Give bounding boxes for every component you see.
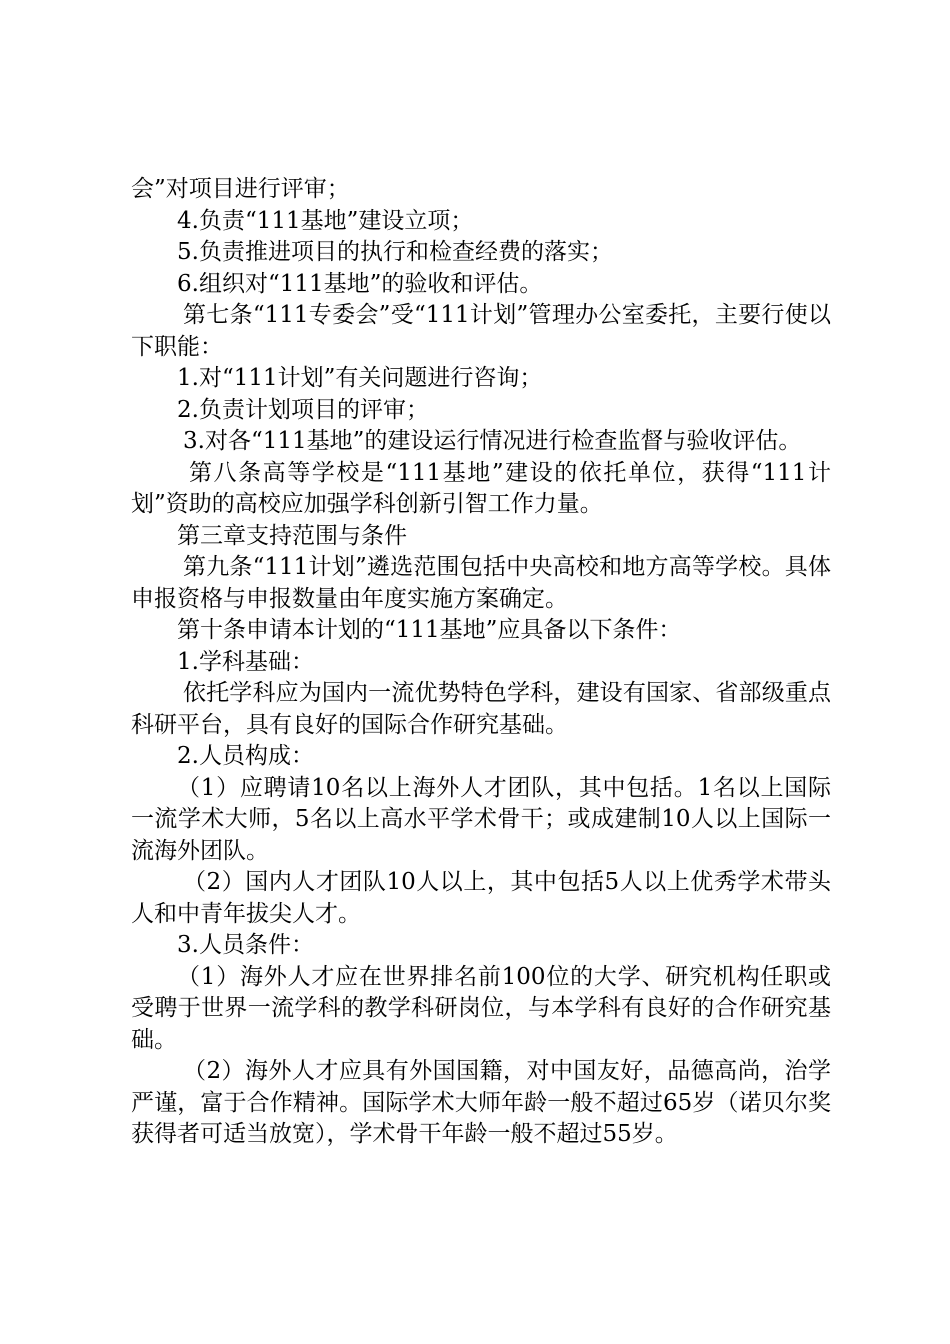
condition-1-body: 依托学科应为国内一流优势特色学科，建设有国家、省部级重点科研平台，具有良好的国际合作研究基础。 <box>131 680 831 738</box>
list-item-duty-6: 6.组织对“111基地”的验收和评估。 <box>177 270 543 297</box>
list-item-function-3: 3.对各“111基地”的建设运行情况进行检查监督与验收评估。 <box>183 428 802 454</box>
paragraph-continuation: 会”对项目进行评审； <box>131 176 350 202</box>
condition-3-heading: 3.人员条件： <box>177 932 314 958</box>
list-item-function-2: 2.负责计划项目的评审； <box>177 396 429 423</box>
document-body <box>131 174 831 1151</box>
article-7: 第七条“111专委会”受“111计划”管理办公室委托，主要行使以下职能： <box>131 302 831 360</box>
condition-1-heading: 1.学科基础： <box>177 648 314 675</box>
condition-2-item-2: （2）国内人才团队10人以上，其中包括5人以上优秀学术带头人和中青年拔尖人才。 <box>131 869 831 927</box>
list-item-duty-4: 4.负责“111基地”建设立项； <box>177 207 474 234</box>
article-10: 第十条申请本计划的“111基地”应具备以下条件： <box>177 617 682 643</box>
chapter-3-heading: 第三章支持范围与条件 <box>177 522 407 549</box>
article-8: 第八条高等学校是“111基地”建设的依托单位，获得“111计划”资助的高校应加强学科创新引智工作力量。 <box>131 459 831 517</box>
list-item-duty-5: 5.负责推进项目的执行和检查经费的落实； <box>177 239 613 265</box>
article-9: 第九条“111计划”遴选范围包括中央高校和地方高等学校。具体申报资格与申报数量由年度实施方案确定。 <box>131 554 831 612</box>
condition-3-item-1: （1）海外人才应在世界排名前100位的大学、研究机构任职或受聘于世界一流学科的教学科研岗位，与本学科有良好的合作研究基础。 <box>131 963 831 1053</box>
condition-2-heading: 2.人员构成： <box>177 743 314 769</box>
condition-2-item-1: （1）应聘请10名以上海外人才团队，其中包括。1名以上国际一流学术大师，5名以上高水平学术骨干；或成建制10人以上国际一流海外团队。 <box>131 774 831 864</box>
list-item-function-1: 1.对“111计划”有关问题进行咨询； <box>177 365 543 391</box>
condition-3-item-2: （2）海外人才应具有外国国籍，对中国友好，品德高尚，治学严谨，富于合作精神。国际学术大师年龄一般不超过65岁（诺贝尔奖获得者可适当放宽），学术骨干年龄一般不超过55岁。 <box>131 1058 831 1147</box>
